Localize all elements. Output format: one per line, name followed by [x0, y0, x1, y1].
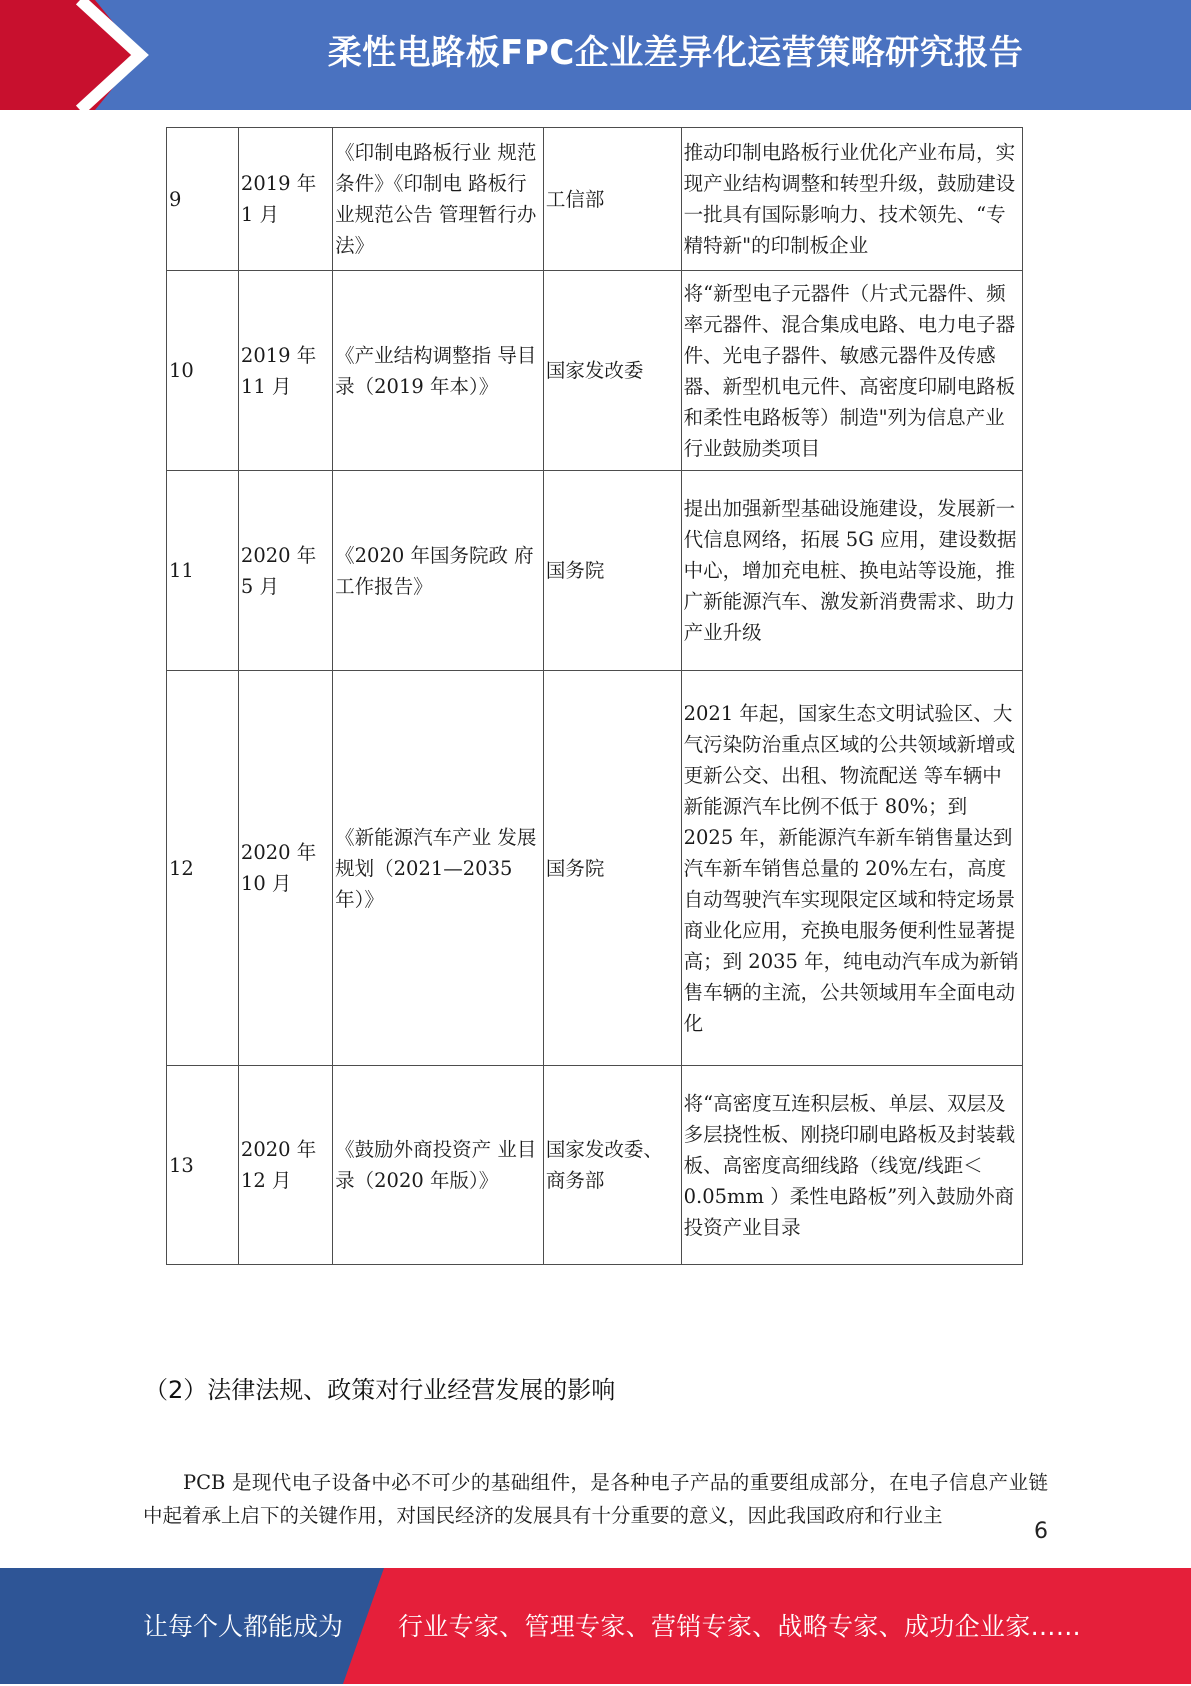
page-number: 6	[1034, 1519, 1048, 1544]
section-heading: （2）法律法规、政策对行业经营发展的影响	[144, 1376, 616, 1404]
issue-date: 2019 年 1 月	[238, 128, 332, 271]
policy-content: 将“高密度互连积层板、单层、双层及多层挠性板、刚挠印刷电路板及封装载板、高密度高细线路（线宽/线距＜0.05mm ）柔性电路板”列入鼓励外商投资产业目录	[681, 1066, 1022, 1265]
policy-content: 将“新型电子元器件（片式元器件、频率元器件、混合集成电路、电力电子器件、光电子器件、敏感元器件及传感器、新型机电元件、高密度印刷电路板和柔性电路板等）制造"列为信息产业行业鼓励类项目	[681, 271, 1022, 471]
policy-table	[166, 127, 1023, 1265]
policy-document: 《鼓励外商投资产 业目录（2020 年版）》	[333, 1066, 544, 1265]
policy-document: 《产业结构调整指 导目录（2019 年本）》	[333, 271, 544, 471]
report-title: 柔性电路板FPC企业差异化运营策略研究报告	[327, 33, 1024, 73]
issue-date: 2020 年 12 月	[238, 1066, 332, 1265]
policy-document: 《新能源汽车产业 发展规划（2021—2035 年）》	[333, 671, 544, 1066]
issuing-department: 国务院	[543, 471, 681, 671]
table-row	[167, 128, 1023, 271]
table-row	[167, 1066, 1023, 1265]
policy-content: 推动印制电路板行业优化产业布局，实现产业结构调整和转型升级，鼓励建设一批具有国际影响力、技术领先、“专精特新"的印制板企业	[681, 128, 1022, 271]
row-number: 12	[167, 671, 239, 1066]
policy-content: 2021 年起，国家生态文明试验区、大气污染防治重点区域的公共领域新增或更新公交、出租、物流配送 等车辆中新能源汽车比例不低于 80%；到 2025 年，新能源汽车新车销售量达到汽车新车销售总量的 20%左右，高度自动驾驶汽车实现限定区域和特定场景商业化应用，充换电服务便利性显著提高；到 2035 年，纯电动汽车成为新销售车辆的主流，公共领域用车全面电动化	[681, 671, 1022, 1066]
body-paragraph: PCB 是现代电子设备中必不可少的基础组件，是各种电子产品的重要组成部分，在电子信息产业链中起着承上启下的关键作用，对国民经济的发展具有十分重要的意义，因此我国政府和行业主	[143, 1470, 1048, 1527]
issuing-department: 工信部	[543, 128, 681, 271]
issuing-department: 国家发改委	[543, 271, 681, 471]
issue-date: 2020 年 5 月	[238, 471, 332, 671]
issuing-department: 国务院	[543, 671, 681, 1066]
row-number: 11	[167, 471, 239, 671]
policy-content: 提出加强新型基础设施建设，发展新一代信息网络，拓展 5G 应用，建设数据中心，增加充电桩、换电站等设施，推广新能源汽车、激发新消费需求、助力产业升级	[681, 471, 1022, 671]
row-number: 10	[167, 271, 239, 471]
footer-banner	[0, 1568, 1191, 1684]
table-row	[167, 671, 1023, 1066]
policy-document: 《印制电路板行业 规范条件》《印制电 路板行业规范公告 管理暂行办法》	[333, 128, 544, 271]
table-row	[167, 271, 1023, 471]
row-number: 13	[167, 1066, 239, 1265]
table-row	[167, 471, 1023, 671]
footer-slogan-right: 行业专家、管理专家、营销专家、战略专家、成功企业家……	[398, 1612, 1082, 1641]
issue-date: 2019 年 11 月	[238, 271, 332, 471]
policy-document: 《2020 年国务院政 府工作报告》	[333, 471, 544, 671]
row-number: 9	[167, 128, 239, 271]
footer-slogan-left: 让每个人都能成为	[143, 1612, 344, 1641]
header-banner	[0, 0, 1191, 110]
issuing-department: 国家发改委、商务部	[543, 1066, 681, 1265]
issue-date: 2020 年 10 月	[238, 671, 332, 1066]
